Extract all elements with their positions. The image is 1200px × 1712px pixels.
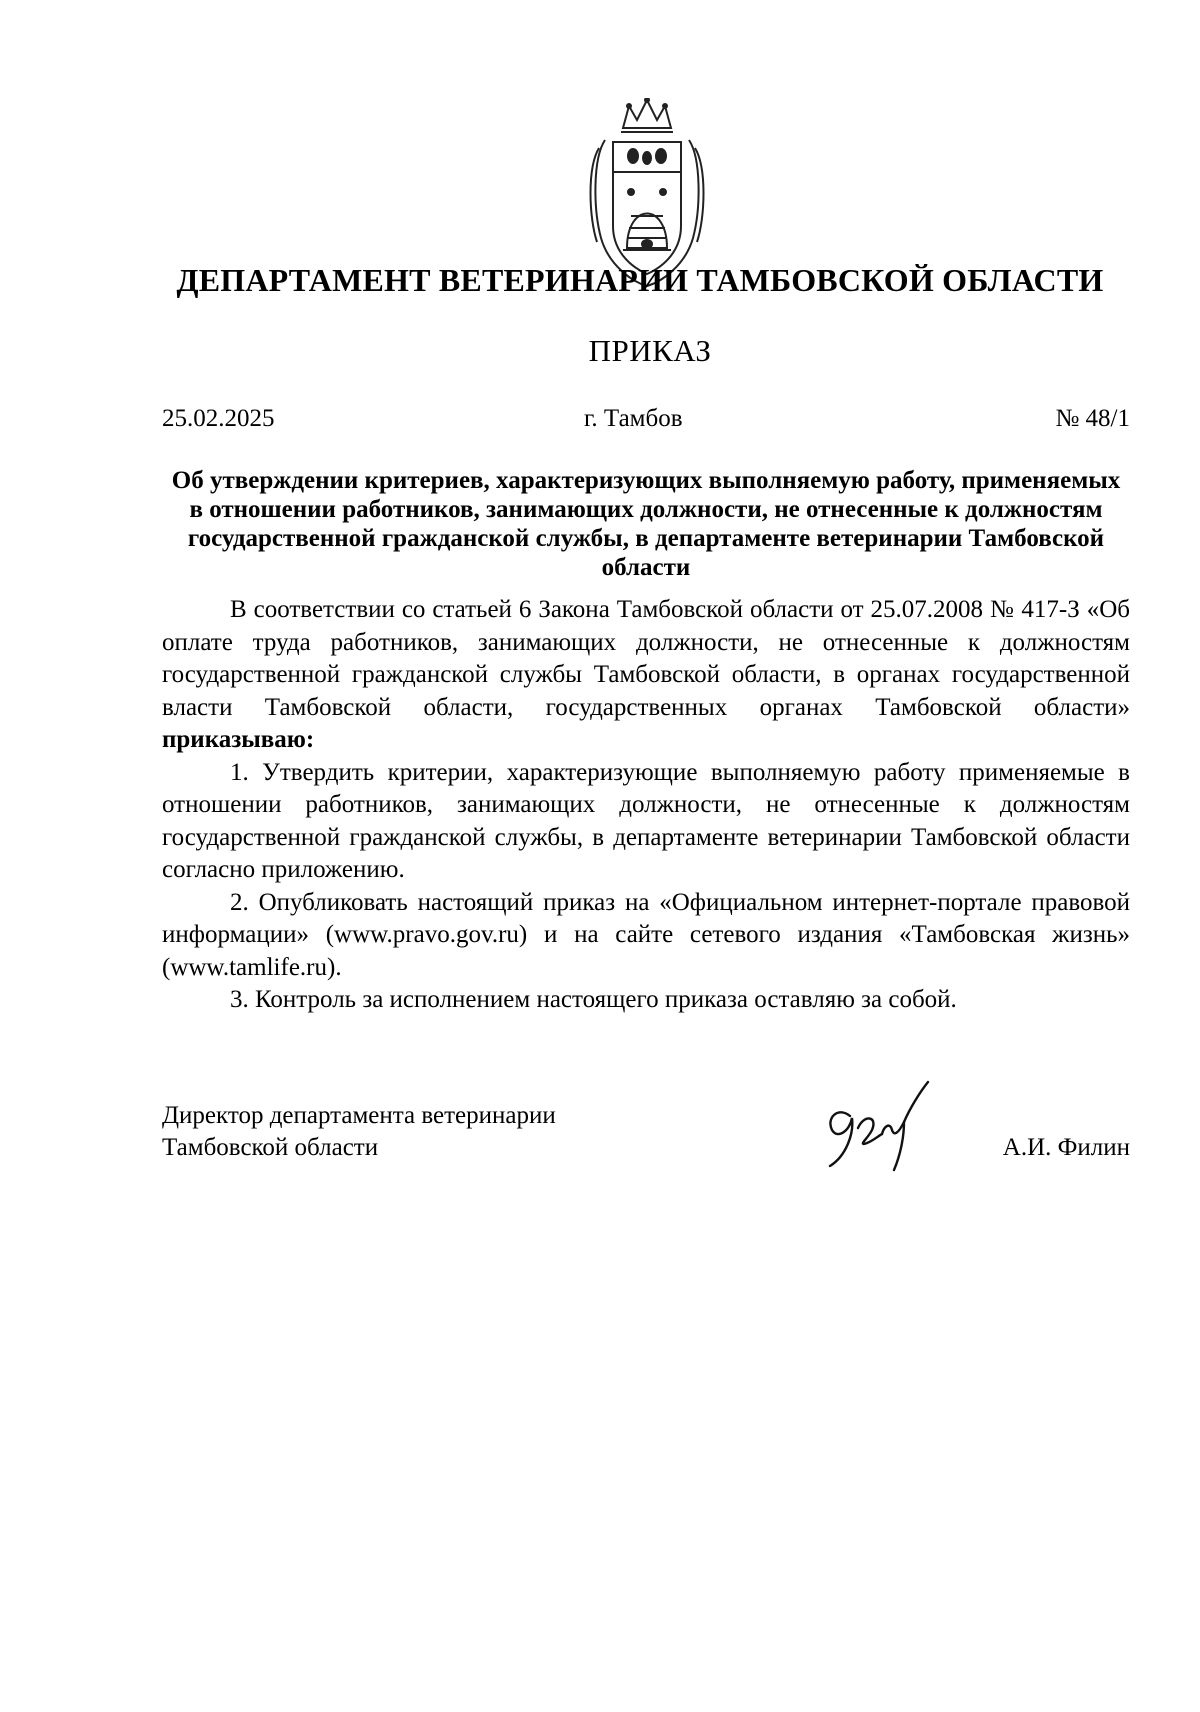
signer-name: А.И. Филин [1002, 1134, 1130, 1161]
document-subject: Об утверждении критериев, характеризующих выполняемую работу, применяемых в отношении работников, занимающих должности, не отнесенные к должностям государственной гражданской службы, в департаменте ветеринарии Тамбовской области [171, 467, 1121, 581]
document-body [162, 594, 1130, 1017]
order-item-1: 1. Утвердить критерии, характеризующие выполняемую работу применяемые в отношении работников, занимающих должности, не отнесенные к должностям государственной гражданской службы, в департаменте ветеринарии Тамбовской области согласно приложению. [162, 758, 1130, 883]
order-item-2: 2. Опубликовать настоящий приказ на «Официальном интернет-портале правовой информации» (www.pravo.gov.ru) и на сайте сетевого издания «Тамбовская жизнь» (www.tamlife.ru). [162, 888, 1130, 981]
department-title: ДЕПАРТАМЕНТ ВЕТЕРИНАРИИ ТАМБОВСКОЙ ОБЛАСТИ [176, 262, 1104, 298]
document-meta [162, 405, 1130, 433]
tambov-coat-of-arms-icon [583, 98, 711, 288]
handwritten-signature [820, 1078, 950, 1178]
document-city: г. Тамбов [584, 405, 683, 432]
order-item-3: 3. Контроль за исполнением настоящего приказа оставляю за собой. [230, 986, 957, 1013]
signer-position [162, 1100, 682, 1164]
preamble-text: В соответствии со статьей 6 Закона Тамбовской области от 25.07.2008 № 417-З «Об оплате труда работников, занимающих должности, не отнесенные к должностям государственной гражданской службы Тамбовской области, в органах государственной власти Тамбовской области, государственных органах Тамбовской области» [162, 596, 1130, 721]
document-number: № 48/1 [1055, 405, 1130, 432]
document-type: ПРИКАЗ [588, 333, 712, 368]
preamble-paragraph [162, 594, 1130, 757]
order-word: приказываю: [162, 726, 315, 753]
signer-position-line1: Директор департамента ветеринарии [162, 1102, 556, 1129]
signer-position-line2: Тамбовской области [162, 1134, 379, 1161]
document-date: 25.02.2025 [162, 405, 275, 432]
